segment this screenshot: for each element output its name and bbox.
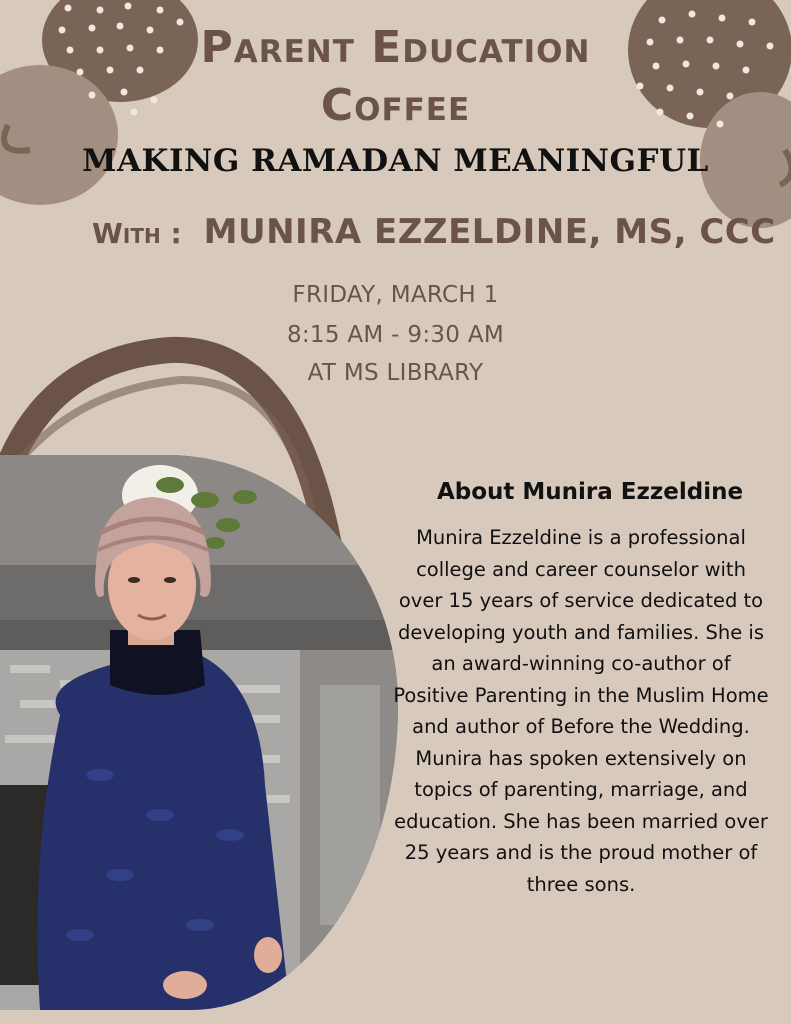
speaker-row [92, 212, 776, 252]
about-body: Munira Ezzeldine is a professional college and career counselor with over 15 years of service dedicated to developing youth and families. She is an award-winning co-author of Positive Parenting in the Muslim Home and author of Before the Wedding. Munira has spoken extensively on topics of parenting, marriage, and education. She has been married over 25 years and is the proud mother of three sons. [393, 526, 769, 896]
event-subtitle: MAKING RAMADAN MEANINGFUL [82, 143, 709, 179]
speaker-photo [0, 455, 398, 1010]
about-heading: About Munira Ezzeldine [436, 479, 744, 505]
event-location: AT MS LIBRARY [307, 360, 484, 386]
event-date: FRIDAY, MARCH 1 [292, 282, 499, 308]
speaker-name: MUNIRA EZZELDINE, MS, CCC [203, 212, 776, 252]
with-label: With : [92, 217, 182, 250]
speaker-photo-illustration [0, 455, 398, 1010]
title-line-1: Parent Education [200, 22, 591, 73]
title-line-2: Coffee [320, 80, 471, 131]
event-time: 8:15 AM - 9:30 AM [286, 322, 505, 348]
